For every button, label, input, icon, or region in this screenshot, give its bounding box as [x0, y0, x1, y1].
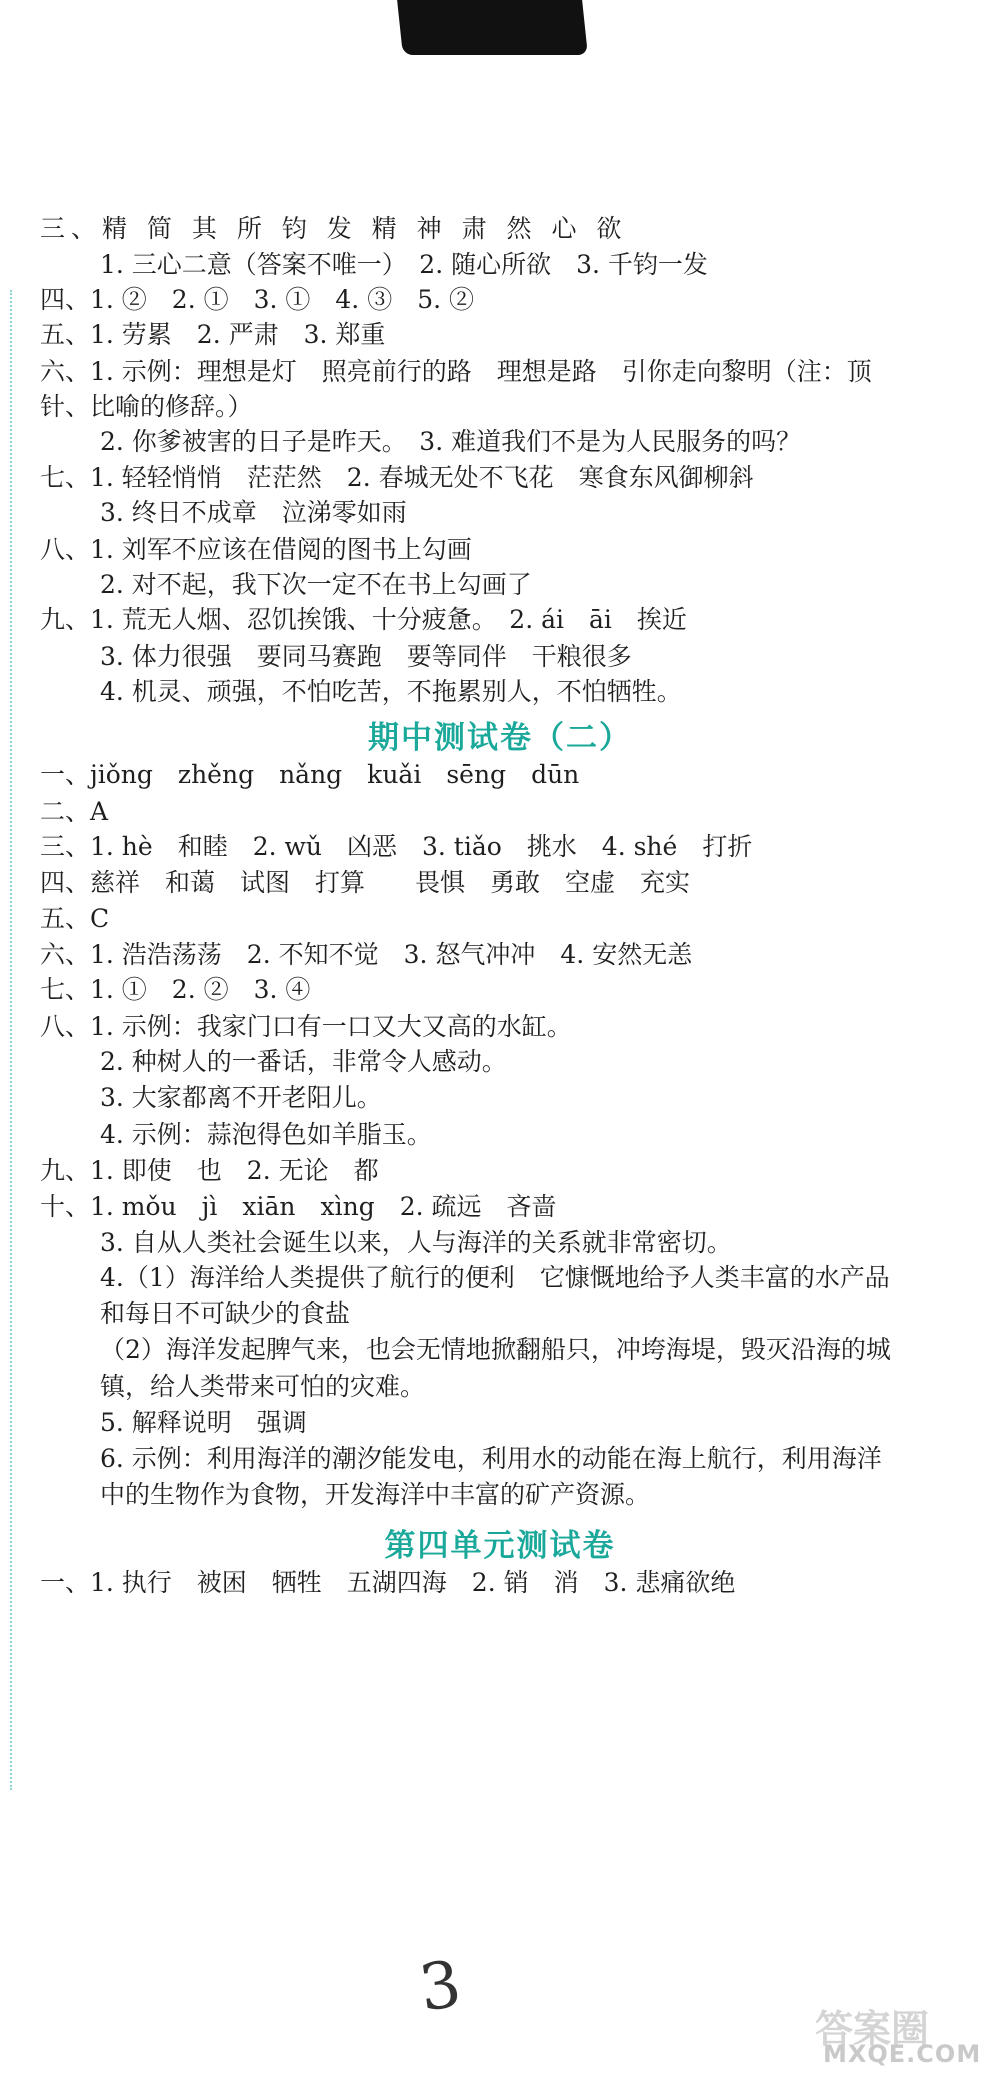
answer-line: 中的生物作为食物，开发海洋中丰富的矿产资源。	[100, 1480, 651, 1509]
binder-tab	[397, 0, 588, 55]
answer-line: 六、1. 示例：理想是灯 照亮前行的路 理想是路 引你走向黎明（注：顶	[40, 357, 872, 386]
section-heading-midterm: 期中测试卷（二）	[368, 720, 632, 756]
answer-line: 1. 三心二意（答案不唯一） 2. 随心所欲 3. 千钧一发	[100, 250, 708, 279]
answer-line: 3. 自从人类社会诞生以来，人与海洋的关系就非常密切。	[100, 1228, 732, 1257]
answer-line: 4. 示例：蒜泡得色如羊脂玉。	[100, 1120, 432, 1149]
page-number: 3	[415, 1947, 466, 2027]
answer-line: 针、比喻的修辞。）	[40, 392, 253, 421]
answer-line: 一、jiǒng zhěng nǎng kuǎi sēng dūn	[40, 760, 580, 789]
answer-line: 九、1. 即使 也 2. 无论 都	[40, 1156, 379, 1185]
answer-line: 3. 体力很强 要同马赛跑 要等同伴 干粮很多	[100, 642, 632, 671]
answer-line: 6. 示例：利用海洋的潮汐能发电，利用水的动能在海上航行，利用海洋	[100, 1444, 882, 1473]
answer-line: 二、A	[40, 797, 109, 826]
watermark	[815, 1998, 995, 2073]
margin-dotted-line	[10, 290, 12, 1790]
answer-line: （2）海洋发起脾气来，也会无情地掀翻船只，冲垮海堤，毁灭沿海的城	[100, 1335, 891, 1364]
answer-line: 三、精 简 其 所 钧 发 精 神 肃 然 心 欲	[40, 214, 628, 243]
answer-line: 2. 种树人的一番话，非常令人感动。	[100, 1047, 507, 1076]
answer-line: 八、1. 刘军不应该在借阅的图书上勾画	[40, 535, 472, 564]
answer-line: 六、1. 浩浩荡荡 2. 不知不觉 3. 怒气冲冲 4. 安然无恙	[40, 940, 693, 969]
answer-line: 4.（1）海洋给人类提供了航行的便利 它慷慨地给予人类丰富的水产品	[100, 1263, 890, 1292]
answer-line: 五、C	[40, 904, 110, 933]
answer-line: 2. 对不起，我下次一定不在书上勾画了	[100, 570, 532, 599]
answer-line: 镇，给人类带来可怕的灾难。	[100, 1372, 426, 1401]
answer-line: 八、1. 示例：我家门口有一口又大又高的水缸。	[40, 1012, 572, 1041]
watermark-logo: 答案圈	[815, 2007, 930, 2051]
answer-line: 七、1. ① 2. ② 3. ④	[40, 975, 311, 1004]
answer-line: 3. 终日不成章 泣涕零如雨	[100, 498, 407, 527]
answer-line: 5. 解释说明 强调	[100, 1408, 307, 1437]
answer-line: 十、1. mǒu jì xiān xìng 2. 疏远 吝啬	[40, 1192, 557, 1221]
watermark-url: MXQE.COM	[823, 2040, 982, 2068]
answer-line: 一、1. 执行 被困 牺牲 五湖四海 2. 销 消 3. 悲痛欲绝	[40, 1568, 736, 1597]
section-heading-unit4: 第四单元测试卷	[384, 1528, 616, 1564]
answer-line: 2. 你爹被害的日子是昨天。 3. 难道我们不是为人民服务的吗？	[100, 427, 802, 456]
answer-line: 三、1. hè 和睦 2. wǔ 凶恶 3. tiǎo 挑水 4. shé 打折	[40, 832, 753, 861]
answer-line: 3. 大家都离不开老阳儿。	[100, 1083, 382, 1112]
answer-line: 五、1. 劳累 2. 严肃 3. 郑重	[40, 320, 386, 349]
answer-line: 4. 机灵、顽强，不怕吃苦，不拖累别人，不怕牺牲。	[100, 677, 682, 706]
answer-line: 四、1. ② 2. ① 3. ① 4. ③ 5. ②	[40, 285, 474, 314]
answer-line: 九、1. 荒无人烟、忍饥挨饿、十分疲惫。 2. ái āi 挨近	[40, 605, 687, 634]
answer-line: 七、1. 轻轻悄悄 茫茫然 2. 春城无处不飞花 寒食东风御柳斜	[40, 463, 754, 492]
answer-line: 四、慈祥 和蔼 试图 打算 畏惧 勇敢 空虚 充实	[40, 868, 691, 897]
answer-line: 和每日不可缺少的食盐	[100, 1299, 351, 1328]
